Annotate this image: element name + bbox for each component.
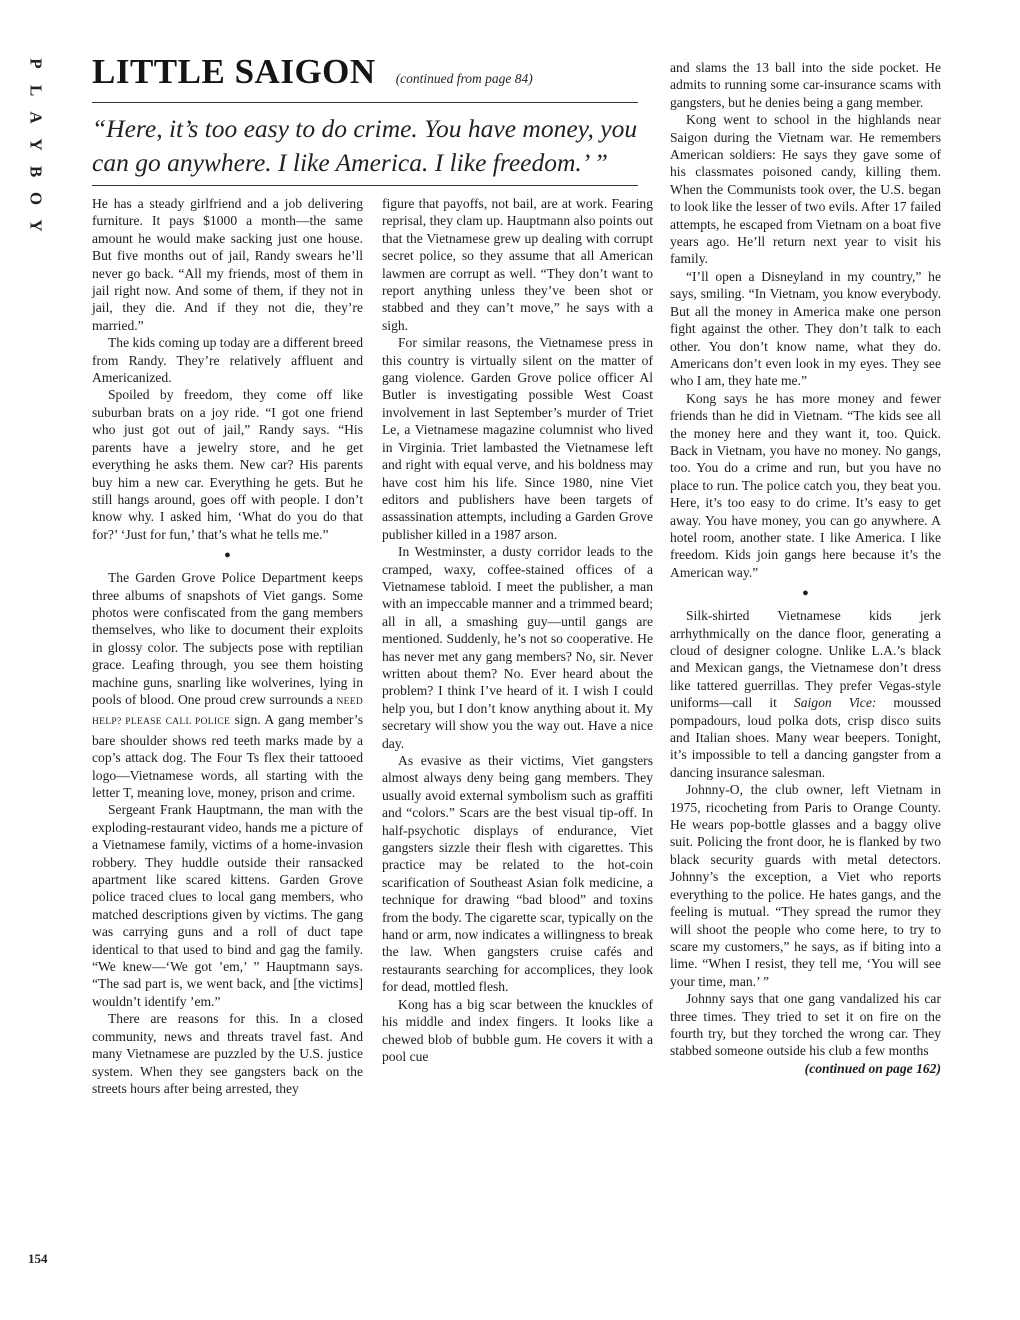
paragraph [670,607,941,781]
page-number: 154 [28,1251,48,1266]
paragraph: “I’ll open a Disneyland in my country,” he says, smiling. “In Vietnam, you know everybody. But all the money in America make one person fight against the other. They don’t talk to each other. You don’t know name, what they do. Americans don’t even look in my eyes. They see who I am, they hate me.” [670,268,941,389]
continued-on-note: (continued on page 162) [804,1060,941,1076]
paragraph: There are reasons for this. In a closed community, news and threats travel fast. And many Vietnamese are puzzled by the U.S. justice system. When they see gangsters back on the streets hours after being arrested, they [92,1011,363,1096]
paragraph: He has a steady girlfriend and a job delivering furniture. It pays $1000 a month—the same amount he would make sacking just one house. But five months out of jail, Randy swears he’ll never go back. “All my friends, most of them in jail right now. And some of them, if they not in jail, they die. And if they not die, they’re married.” [92,196,363,333]
paragraph [92,569,363,801]
masthead-letter: A [26,111,46,124]
paragraph-text: sign. A gang member’s bare shoulder shows red teeth marks made by a cop’s attack dog. The Four Ts flex their tattooed logo—Vietnamese words, all starting with the letter T, meaning love, money, prison and crime. [92,712,363,800]
sign-text-smallcaps: NEED HELP? PLEASE CALL POLICE [92,696,364,728]
section-break-bullet: ● [802,587,809,600]
paragraph: As evasive as their victims, Viet gangsters almost always deny being gang members. They usually avoid external symbolism such as graffiti and “colors.” Scars are the best visual tip-off. In half-psychotic displays of endurance, Viet gangsters sizzle their flesh with cigarettes. This practice may be related to the hot-coin scarification of Southeast Asian folk medicine, a technique for drawing “bad blood” and toxins from the body. The cigarette scar, typically on the hand or arm, now indicates a willingness to break the law. When gangsters cruise cafés and restaurants searching for accomplices, they look for dead, mottled flesh. [382,753,653,995]
paragraph: Kong went to school in the highlands near Saigon during the Vietnam war. He remembers American soldiers: He says they gave some of his classmates poisoned candy, killing them. When the Communists took over, the U.S. began to look like the lesser of two evils. After 17 failed attempts, he escaped from Vietnam on a boat five years ago. He’ll return next year to visit his family. [670,112,941,267]
pull-quote: “Here, it’s too easy to do crime. You have money, you can go anywhere. I like America. I like freedom.’ ” [92,114,638,177]
masthead-letter: B [26,165,46,178]
paragraph: Kong says he has more money and fewer friends than he did in Vietnam. “The kids see all the money here and they want it, too. Quick. Back in Vietnam, you have no money. No gangs, too. You do a crime and run, but you have no place to run. The police catch you, they beat you. Here, it’s too easy to do crime. It’s easy to get away. You have money, you can go anywhere. A hotel room, another state. I like America. I like freedom. Kids join gangs here because it’s the American way.” [670,390,941,580]
masthead-letter: Y [26,138,46,151]
masthead-letter: Y [26,219,46,232]
paragraph-text: Silk-shirted Vietnamese kids jerk arrhythmically on the dance floor, generating a cloud of designer cologne. Unlike L.A.’s black and Mexican gangs, the Vietnamese don’t dress like tattered guerrillas. They prefer Vegas-style uniforms—call it [670,608,941,711]
section-break-bullet: ● [224,549,231,562]
paragraph-text: moussed pompadours, loud polka dots, crisp disco suits and Italian shoes. Many wear beepers. Tonight, it’s impossible to tell a dancing gangster from a dancing insurance salesman. [670,695,941,780]
bottom-rule [92,185,638,186]
paragraph-text: The Garden Grove Police Department keeps three albums of snapshots of Viet gangs. Some photos were confiscated from the gang members themselves, who like to document their exploits in glossy color. The subjects pose with reptilian grace. Leafing through, you see them hoisting machine guns, snarling like wolverines, lying in pools of blood. One proud crew surrounds a [92,570,363,707]
continuation-note: (continued from page 84) [395,71,533,86]
text-column-1 [92,195,363,1097]
masthead-letter: O [26,191,46,206]
paragraph: The kids coming up today are a different breed from Randy. They’re relatively affluent and Americanized. [92,335,363,386]
paragraph: For similar reasons, the Vietnamese press in this country is virtually silent on the matter of gang violence. Garden Grove police officer Al Butler is investigating possible West Coast involvement in last September’s murder of Triet Le, a Vietnamese magazine columnist who lived in Virginia. Triet lambasted the Vietnamese left and right with equal verve, and his boldness may have cost him his life. Since 1980, nine Viet editors and publishers have been targets of assassination attempts, including a Garden Grove publisher killed in a 1987 arson. [382,335,653,542]
paragraph: figure that payoffs, not bail, are at work. Fearing reprisal, they clam up. Hauptmann also points out that the Vietnamese grew up dealing with corrupt secret police, so they assume that all American lawmen are corrupt as well. “They don’t want to report anything unless they’ve been shot or stabbed and they can’t move,” he says with a sigh. [382,196,653,333]
top-rule [92,102,638,103]
paragraph: Spoiled by freedom, they come off like suburban brats on a joy ride. “I got one friend who just got out of jail,” Randy says. “His parents have a jewelry store, and he get everything he asks them. New car? His parents buy him a new car. Everything he gets. But he still hangs around, goes off with people. I don’t know why. I asked him, ‘What do you do that for?’ ‘Just for fun,’ that’s what he tells me.” [92,387,363,542]
text-column-3 [670,59,941,1077]
italic-term: Saigon Vice: [793,695,877,711]
headline [92,52,533,92]
paragraph: Johnny-O, the club owner, left Vietnam in 1975, ricocheting from Paris to Orange County. He wears pop-bottle glasses and a baggy olive suit. Policing the front door, he is flanked by two black security guards with metal detectors. Johnny’s the exception, a Viet who reports everything to the police. He hates gangs, and the feeling is mutual. “They spread the rumor they will shoot the people who come here, to try to scare my customers,” he says, as if biting into a lime. “When I resist, they tell me, ‘You will see your time, man.’ ” [670,782,941,989]
paragraph: Johnny says that one gang vandalized his car three times. They tried to set it on fire on the fourth try, but they torched the wrong car. They stabbed someone outside his club a few months [670,991,941,1059]
paragraph: and slams the 13 ball into the side pocket. He admits to running some car-insurance scams with gangsters, but he denies being a gang member. [670,60,941,110]
masthead-letter: L [26,84,46,97]
masthead-letter: P [26,58,46,69]
article-title: LITTLE SAIGON [92,52,376,91]
paragraph: Kong has a big scar between the knuckles of his middle and index fingers. It looks like a chewed blob of bubble gum. He covers it with a pool cue [382,996,653,1064]
masthead-vertical [26,50,46,239]
text-column-2 [382,195,653,1065]
paragraph: In Westminster, a dusty corridor leads to the cramped, waxy, coffee-stained offices of a Vietnamese tabloid. I meet the publisher, a man with an impeccable manner and a trimmed beard; all in all, a smashing guy—until gangs are mentioned. Suddenly, he’s not so cooperative. He has never met any gang members? No, sir. Never written about them? No. Ever heard about the problem? I think I’ve heard of it. I wish I could help you, but I don’t know anything about it. My secretary will show you the way out. Have a nice day. [382,544,653,751]
paragraph: Sergeant Frank Hauptmann, the man with the exploding-restaurant video, hands me a picture of a Vietnamese family, victims of a home-invasion robbery. They huddle outside their ransacked apartment like scared kittens. Garden Grove police traced clues to local gang members, who matched descriptions given by victims. The gang was carrying guns and a roll of duct tape identical to that used to bind and gag the family. “We knew—‘We got ’em,’ ” Hauptmann says. “The sad part is, we went back, and [the victims] wouldn’t identify ’em.” [92,802,363,1009]
